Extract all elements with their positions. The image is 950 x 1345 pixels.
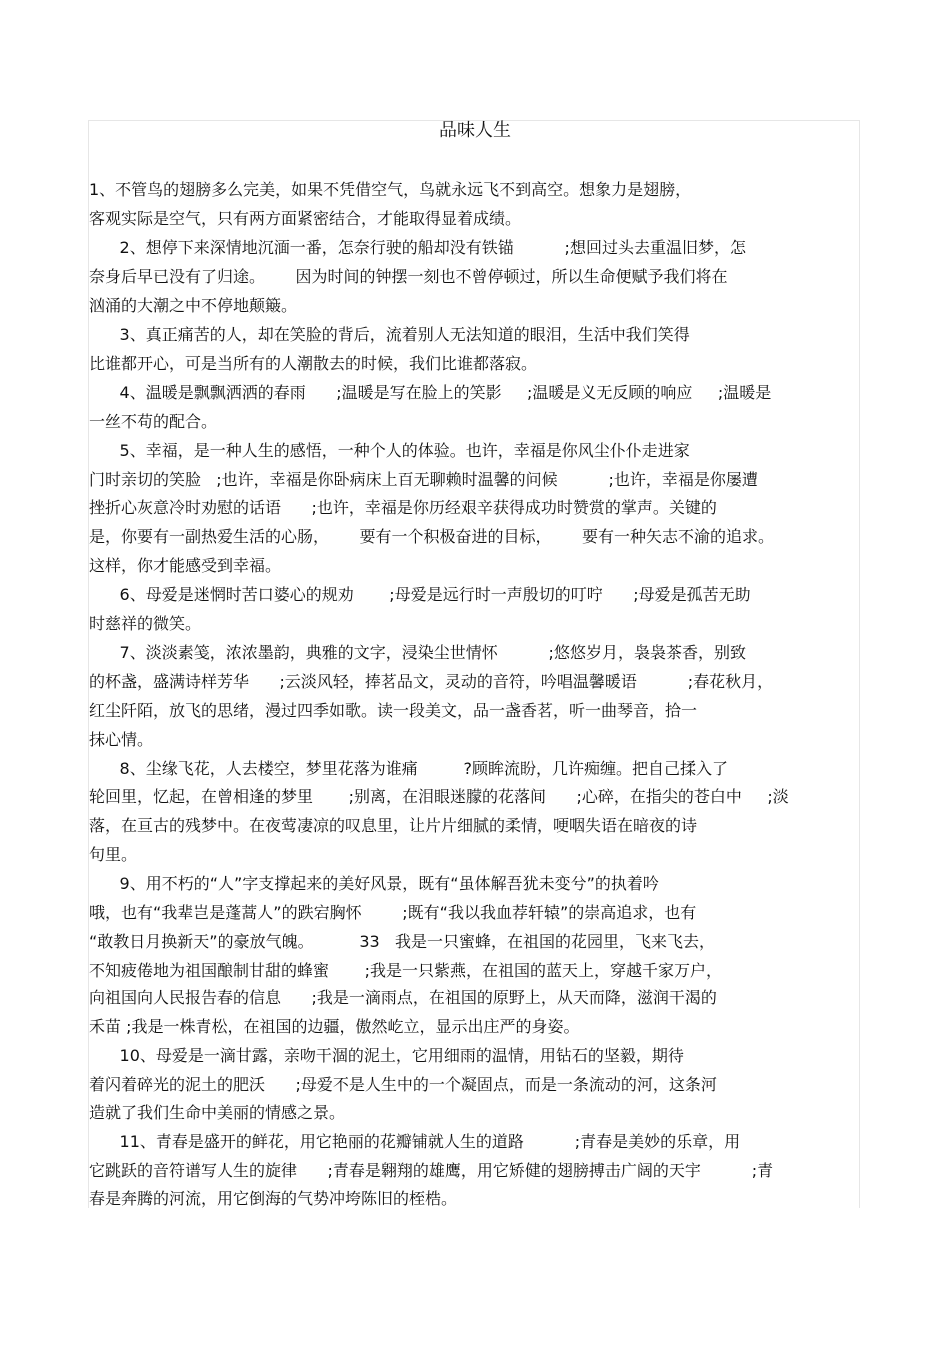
text-line: 1、不管鸟的翅膀多么完美，如果不凭借空气，鸟就永远飞不到高空。想象力是翅膀， [89,180,692,199]
text-line: 抹心情。 [89,730,154,749]
text-line: 一丝不苟的配合。 [89,412,218,431]
text-line: 8、尘缘飞花，人去楼空，梦里花落为谁痛 ?顾眸流盼，几许痴缠。把自己揉入了 [89,759,728,778]
text-line: 比谁都开心，可是当所有的人潮散去的时候，我们比谁都落寂。 [89,354,538,373]
text-line: 7、淡淡素笺，浓浓墨韵，典雅的文字，浸染尘世情怀 ;悠悠岁月，袅袅茶香，别致 [89,643,746,662]
text-line: 汹涌的大潮之中不停地颠簸。 [89,296,298,315]
text-line: 春是奔腾的河流，用它倒海的气势冲垮陈旧的桎梏。 [89,1189,458,1208]
page-title: 品味人生 [439,120,511,141]
text-line: 它跳跃的音符谱写人生的旋律 ;青春是翱翔的雄鹰，用它矫健的翅膀搏击广阔的天宇 ;青 [89,1161,774,1180]
text-line: 门时亲切的笑脸 ;也许，幸福是你卧病床上百无聊赖时温馨的问候 ;也许，幸福是你屡遭 [89,470,758,489]
text-line: 的杯盏，盛满诗样芳华 ;云淡风轻，捧茗品文，灵动的音符，吟唱温馨暖语 ;春花秋月， [89,672,774,691]
text-line: 2、想停下来深情地沉湎一番，怎奈行驶的船却没有铁锚 ;想回过头去重温旧梦，怎 [89,238,746,257]
text-line: 轮回里，忆起，在曾相逢的梦里 ;别离，在泪眼迷朦的花落间 ;心碎，在指尖的苍白中 ;淡 [89,787,789,806]
text-line: 奈身后早已没有了归途。 因为时间的钟摆一刻也不曾停顿过，所以生命便赋予我们将在 [89,267,728,286]
text-line: 6、母爱是迷惘时苦口婆心的规劝 ;母爱是远行时一声殷切的叮咛 ;母爱是孤苦无助 [89,585,751,604]
text-line: 向祖国向人民报告春的信息 ;我是一滴雨点，在祖国的原野上，从天而降，滋润干渴的 [89,988,717,1007]
text-line: 造就了我们生命中美丽的情感之景。 [89,1103,346,1122]
text-line: 句里。 [89,845,138,864]
text-line: 3、真正痛苦的人，却在笑脸的背后，流着别人无法知道的眼泪，生活中我们笑得 [89,325,690,344]
text-line: 哦，也有“我辈岂是蓬蒿人”的跌宕胸怀 ;既有“我以我血荐轩辕”的崇高追求，也有 [89,903,697,922]
text-line: 客观实际是空气，只有两方面紧密结合，才能取得显着成绩。 [89,209,522,228]
text-line: 挫折心灰意冷时劝慰的话语 ;也许，幸福是你历经艰辛获得成功时赞赏的掌声。关键的 [89,498,717,517]
text-line: 9、用不朽的“人”字支撑起来的美好风景，既有“虽体解吾犹未变兮”的执着吟 [89,874,659,893]
text-line: 时慈祥的微笑。 [89,614,202,633]
text-line: 红尘阡陌，放飞的思绪，漫过四季如歌。读一段美文，品一盏香茗，听一曲琴音，拾一 [89,701,698,720]
text-line: 10、母爱是一滴甘露，亲吻干涸的泥土，它用细雨的温情，用钻石的坚毅，期待 [89,1046,684,1065]
text-line: 落，在亘古的残梦中。在夜莺凄凉的叹息里，让片片细腻的柔情，哽咽失语在暗夜的诗 [89,816,698,835]
text-line: 这样，你才能感受到幸福。 [89,556,282,575]
text-line: 是，你要有一副热爱生活的心肠， 要有一个积极奋进的目标， 要有一种矢志不渝的追求。 [89,527,775,546]
text-line: 不知疲倦地为祖国酿制甘甜的蜂蜜 ;我是一只紫燕，在祖国的蓝天上，穿越千家万户， [89,961,722,980]
text-line: 5、幸福，是一种人生的感悟，一种个人的体验。也许，幸福是你风尘仆仆走进家 [89,441,690,460]
text-line: 11、青春是盛开的鲜花，用它艳丽的花瓣铺就人生的道路 ;青春是美妙的乐章，用 [89,1132,741,1151]
text-line: “敢教日月换新天”的豪放气魄。 33 我是一只蜜蜂，在祖国的花园里，飞来飞去， [89,932,715,951]
text-line: 着闪着碎光的泥土的肥沃 ;母爱不是人生中的一个凝固点，而是一条流动的河，这条河 [89,1075,717,1094]
text-line: 4、温暖是飘飘洒洒的春雨 ;温暖是写在脸上的笑影 ;温暖是义无反顾的响应 ;温暖是 [89,383,772,402]
text-line: 禾苗 ;我是一株青松，在祖国的边疆，傲然屹立，显示出庄严的身姿。 [89,1017,580,1036]
